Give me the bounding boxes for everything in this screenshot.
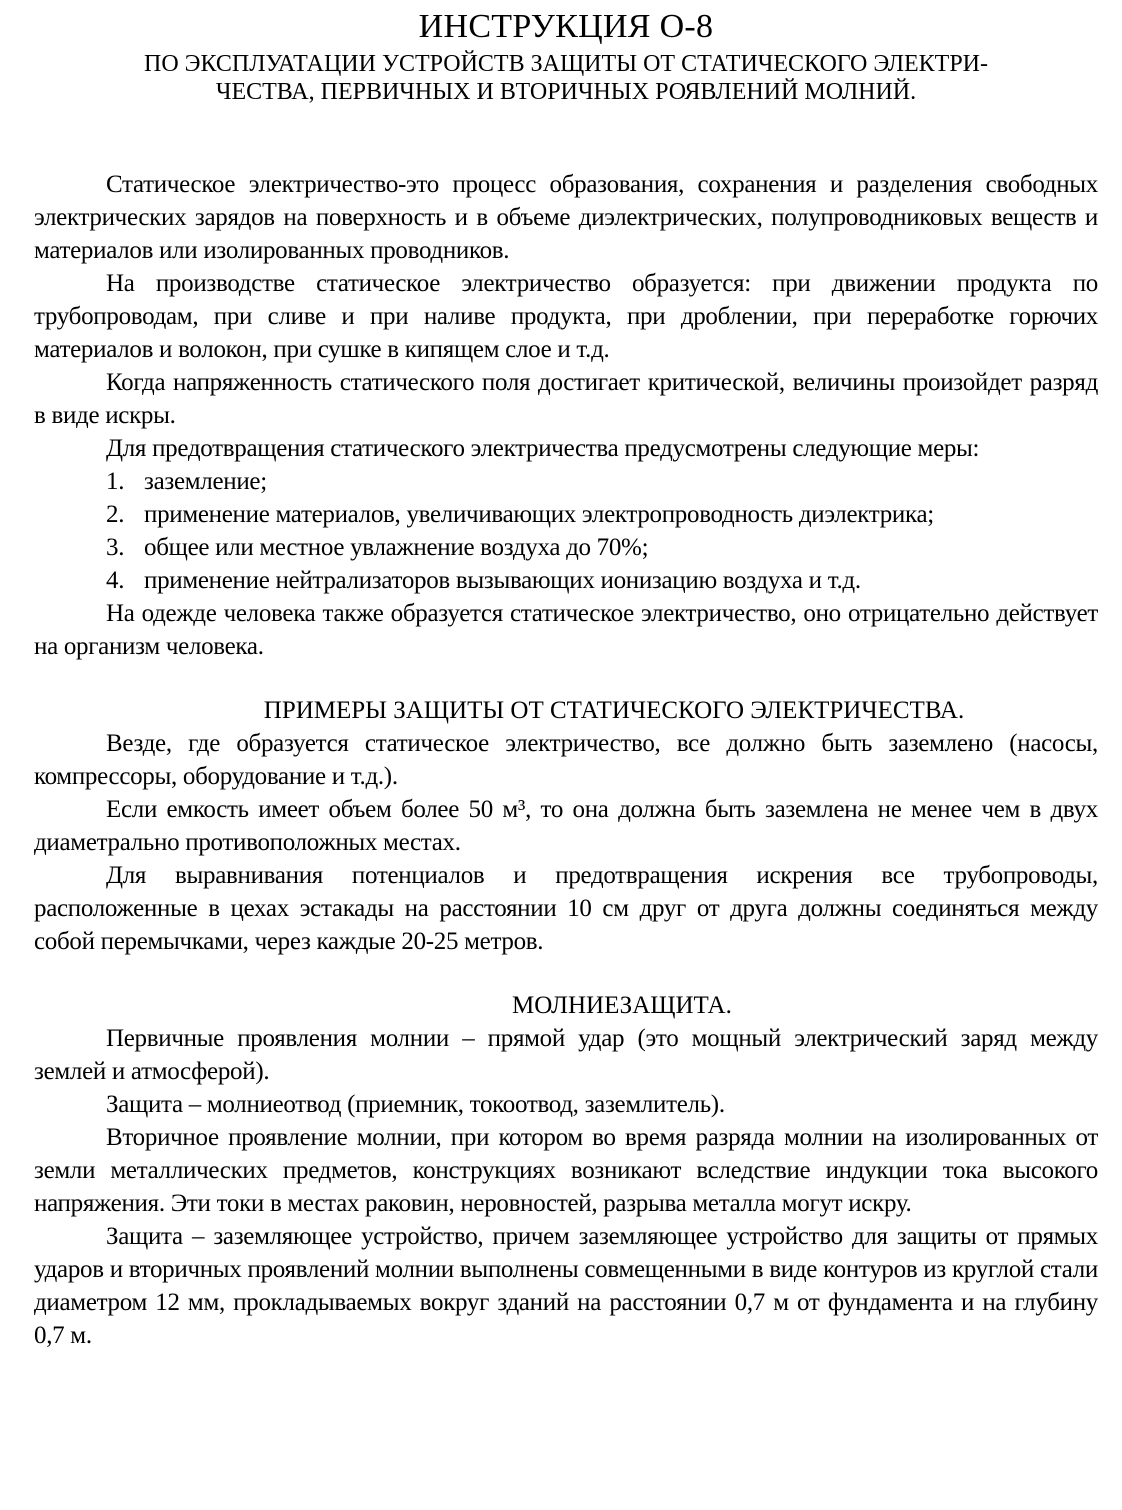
list-item-text: заземление; [144, 468, 267, 495]
paragraph: Для выравнивания потенциалов и предотвращения искрения все трубопроводы, расположенные в цехах эстакады на расстоянии 10 см друг от друга должны соединяться между собой перемычками, через каждые 20-25 метров. [34, 862, 1098, 955]
measures-list [34, 465, 1098, 597]
paragraph: Для предотвращения статического электричества предусмотрены следующие меры: [106, 435, 980, 462]
paragraph: Защита – заземляющее устройство, причем заземляющее устройство для защиты от прямых ударов и вторичных проявлений молнии выполнены совмещенными в виде контуров из круглой стали диаметром 12 мм, прокладываемых вокруг зданий на расстоянии 0,7 м от фундамента и на глубину 0,7 м. [34, 1223, 1098, 1349]
list-item-text: применение нейтрализаторов вызывающих ионизацию воздуха и т.д. [144, 567, 861, 594]
list-item-number: 4. [106, 567, 125, 594]
intro-section [34, 168, 1098, 663]
paragraph: На производстве статическое электричество образуется: при движении продукта по трубопроводам, при сливе и при наливе продукта, при дроблении, при переработке горючих материалов и волокон, при сушке в кипящем слое и т.д. [34, 270, 1098, 363]
section-gap [34, 663, 1098, 694]
list-item-text: общее или местное увлажнение воздуха до 70%; [144, 534, 649, 561]
subtitle-line: ЧЕСТВА, ПЕРВИЧНЫХ И ВТОРИЧНЫХ РОЯВЛЕНИЙ МОЛНИЙ. [215, 79, 917, 105]
lightning-protection-section [34, 989, 1098, 1352]
document-title: ИНСТРУКЦИЯ О-8 [418, 8, 714, 45]
section-gap [34, 958, 1098, 989]
list-item-number: 3. [106, 534, 125, 561]
section-heading: МОЛНИЕЗАЩИТА. [512, 992, 732, 1019]
document-subtitle [34, 50, 1098, 106]
list-item-number: 2. [106, 501, 125, 528]
list-item [34, 531, 1098, 564]
paragraph: На одежде человека также образуется статическое электричество, оно отрицательно действует на организм человека. [34, 600, 1098, 660]
paragraph: Защита – молниеотвод (приемник, токоотвод, заземлитель). [106, 1091, 725, 1118]
paragraph: Когда напряженность статического поля достигает критической, величины произойдет разряд в виде искры. [34, 369, 1098, 429]
list-item [34, 498, 1098, 531]
paragraph: Везде, где образуется статическое электричество, все должно быть заземлено (насосы, компрессоры, оборудование и т.д.). [34, 730, 1098, 790]
paragraph: Вторичное проявление молнии, при котором во время разряда молнии на изолированных от земли металлических предметов, конструкциях возникают вследствие индукции тока высокого напряжения. Эти токи в местах раковин, неровностей, разрыва металла могут искру. [34, 1124, 1098, 1217]
paragraph: Статическое электричество-это процесс образования, сохранения и разделения свободных электрических зарядов на поверхность и в объеме диэлектрических, полупроводниковых веществ и материалов или изолированных проводников. [34, 171, 1098, 264]
section-heading: ПРИМЕРЫ ЗАЩИТЫ ОТ СТАТИЧЕСКОГО ЭЛЕКТРИЧЕСТВА. [263, 697, 965, 724]
list-item [34, 465, 1098, 498]
paragraph: Первичные проявления молнии – прямой удар (это мощный электрический заряд между землей и атмосферой). [34, 1025, 1098, 1085]
document-page [34, 8, 1098, 1352]
static-protection-section [34, 694, 1098, 958]
paragraph: Если емкость имеет объем более 50 м³, то она должна быть заземлена не менее чем в двух диаметрально противоположных местах. [34, 796, 1098, 856]
list-item [34, 564, 1098, 597]
list-item-number: 1. [106, 468, 125, 495]
subtitle-line: ПО ЭКСПЛУАТАЦИИ УСТРОЙСТВ ЗАЩИТЫ ОТ СТАТИЧЕСКОГО ЭЛЕКТРИ- [144, 51, 988, 77]
list-item-text: применение материалов, увеличивающих электропроводность диэлектрика; [144, 501, 934, 528]
